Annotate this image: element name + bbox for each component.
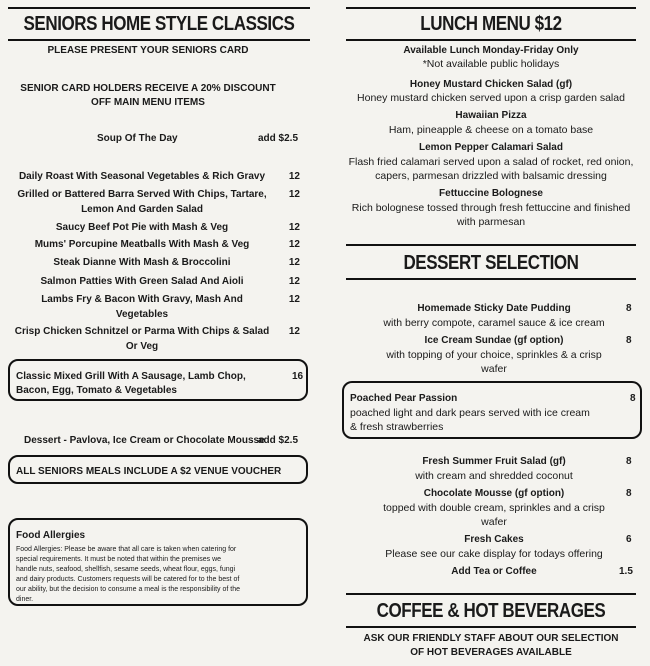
item-name: Crisp Chicken Schnitzel or Parma With Chips & Salad bbox=[14, 326, 270, 337]
coffee-line-1: ASK OUR FRIENDLY STAFF ABOUT OUR SELECTION bbox=[363, 633, 619, 644]
menu-item bbox=[8, 275, 300, 288]
item-name: Salmon Patties With Green Salad And Aioli bbox=[40, 276, 244, 287]
dessert-addon-price: add $2.5 bbox=[258, 435, 299, 446]
coffee-title: COFFEE & HOT BEVERAGES bbox=[376, 600, 606, 622]
allergy-line: our ability, but the decision to consume a meal is the responsibility of the bbox=[16, 586, 240, 593]
lunch-item-desc: Flash fried calamari served upon a salad of rocket, red onion, bbox=[348, 156, 634, 168]
allergy-line: and dairy products. Customers requests will be catered for to the best of bbox=[16, 576, 240, 583]
dessert-item-name: Fresh Summer Fruit Salad (gf) bbox=[422, 456, 566, 467]
voucher-text: ALL SENIORS MEALS INCLUDE A $2 VENUE VOUCHER bbox=[16, 466, 282, 477]
lunch-title: LUNCH MENU $12 bbox=[420, 13, 562, 35]
menu-item bbox=[8, 256, 300, 269]
tea-coffee-addon: Add Tea or Coffee bbox=[451, 566, 537, 577]
allergy-line: special requirements. It must be noted that within the premises we bbox=[16, 556, 222, 563]
grill-line-1: Classic Mixed Grill With A Sausage, Lamb Chop, bbox=[16, 371, 246, 382]
tea-coffee-price: 1.5 bbox=[619, 566, 633, 577]
menu-item bbox=[8, 188, 300, 216]
lunch-item-desc: capers, parmesan drizzled with balsamic dressing bbox=[375, 170, 607, 182]
dessert-item-name: Homemade Sticky Date Pudding bbox=[417, 303, 571, 314]
pear-desc-2: & fresh strawberries bbox=[350, 421, 444, 433]
dessert-item-price: 8 bbox=[626, 456, 632, 467]
lunch-item-desc: Ham, pineapple & cheese on a tomato base bbox=[388, 124, 594, 136]
lunch-item-name: Lemon Pepper Calamari Salad bbox=[419, 142, 563, 153]
item-price: 12 bbox=[288, 189, 300, 200]
lunch-not-available: *Not available public holidays bbox=[422, 58, 560, 70]
item-name: Daily Roast With Seasonal Vegetables & Rich Gravy bbox=[18, 171, 266, 182]
lunch-item-name: Hawaiian Pizza bbox=[455, 110, 527, 121]
menu-item bbox=[8, 325, 300, 353]
soup-of-the-day: Soup Of The Day bbox=[97, 133, 178, 144]
item-price: 12 bbox=[288, 326, 300, 337]
item-name-2: Lemon And Garden Salad bbox=[81, 204, 203, 215]
dessert-item-desc: with cream and shredded coconut bbox=[415, 470, 573, 482]
item-name-2: Or Veg bbox=[125, 341, 159, 352]
dessert-item-price: 8 bbox=[626, 488, 632, 499]
menu-item bbox=[8, 170, 300, 183]
coffee-line-2: OF HOT BEVERAGES AVAILABLE bbox=[410, 647, 572, 658]
dessert-item-desc: with topping of your choice, sprinkles & a crisp bbox=[386, 349, 602, 361]
grill-line-2: Bacon, Egg, Tomato & Vegetables bbox=[16, 385, 177, 396]
divider bbox=[8, 39, 310, 41]
lunch-item-desc: Honey mustard chicken served upon a crisp garden salad bbox=[357, 92, 625, 104]
item-price: 12 bbox=[288, 239, 300, 250]
item-name-2: Vegetables bbox=[115, 309, 169, 320]
menu-item bbox=[8, 293, 300, 321]
poached-pear-box bbox=[342, 381, 642, 439]
pear-desc-1: poached light and dark pears served with ice cream bbox=[350, 407, 590, 419]
lunch-item-desc: with parmesan bbox=[456, 216, 526, 228]
item-name: Saucy Beef Pot Pie with Mash & Veg bbox=[55, 222, 229, 233]
item-price: 12 bbox=[288, 294, 300, 305]
lunch-item-name: Fettuccine Bolognese bbox=[439, 188, 543, 199]
lunch-item-desc: Rich bolognese tossed through fresh fettuccine and finished bbox=[351, 202, 631, 214]
seniors-title: SENIORS HOME STYLE CLASSICS bbox=[23, 13, 295, 35]
divider bbox=[346, 626, 636, 628]
item-price: 12 bbox=[288, 276, 300, 287]
item-name: Lambs Fry & Bacon With Gravy, Mash And bbox=[41, 294, 243, 305]
item-price: 12 bbox=[288, 257, 300, 268]
divider bbox=[346, 7, 636, 9]
menu-item bbox=[8, 221, 300, 234]
dessert-item-price: 8 bbox=[626, 335, 632, 346]
food-allergies-box bbox=[8, 518, 308, 606]
allergy-line: Food Allergies: Please be aware that all care is taken when catering for bbox=[16, 546, 237, 553]
lunch-item-name: Honey Mustard Chicken Salad (gf) bbox=[409, 79, 573, 90]
dessert-title: DESSERT SELECTION bbox=[403, 252, 579, 274]
item-name: Steak Dianne With Mash & Broccolini bbox=[53, 257, 231, 268]
voucher-box bbox=[8, 455, 308, 484]
dessert-item-name: Ice Cream Sundae (gf option) bbox=[424, 335, 564, 346]
item-name: Mums' Porcupine Meatballs With Mash & Veg bbox=[34, 239, 250, 250]
dessert-item-desc: wafer bbox=[481, 363, 507, 375]
allergy-title: Food Allergies bbox=[16, 530, 86, 541]
dessert-item-desc: topped with double cream, sprinkles and a crisp bbox=[383, 502, 605, 514]
menu-item bbox=[8, 238, 300, 251]
dessert-item-desc: wafer bbox=[481, 516, 507, 528]
discount-line-2: OFF MAIN MENU ITEMS bbox=[91, 97, 205, 108]
discount-line-1: SENIOR CARD HOLDERS RECEIVE A 20% DISCOUNT bbox=[20, 83, 276, 94]
lunch-available: Available Lunch Monday-Friday Only bbox=[403, 45, 579, 56]
item-name: Grilled or Battered Barra Served With Chips, Tartare, bbox=[17, 189, 267, 200]
divider bbox=[8, 7, 310, 9]
divider bbox=[346, 39, 636, 41]
allergy-text bbox=[16, 545, 240, 605]
dessert-item-desc: with berry compote, caramel sauce & ice cream bbox=[383, 317, 605, 329]
item-price: 12 bbox=[288, 171, 300, 182]
pear-name: Poached Pear Passion bbox=[350, 393, 458, 404]
dessert-item-name: Chocolate Mousse (gf option) bbox=[423, 488, 565, 499]
present-card-text: PLEASE PRESENT YOUR SENIORS CARD bbox=[47, 45, 249, 56]
dessert-item-name: Fresh Cakes bbox=[464, 534, 524, 545]
divider bbox=[346, 278, 636, 280]
dessert-item-price: 8 bbox=[626, 303, 632, 314]
mixed-grill-box bbox=[8, 359, 308, 401]
allergy-line: handle nuts, seafood, shellfish, sesame seeds, wheat flour, eggs, fungi bbox=[16, 566, 236, 573]
divider bbox=[346, 593, 636, 595]
dessert-item-price: 6 bbox=[626, 534, 632, 545]
dessert-addon: Dessert - Pavlova, Ice Cream or Chocolate Mousse bbox=[24, 435, 265, 446]
pear-price: 8 bbox=[630, 393, 636, 404]
soup-price: add $2.5 bbox=[258, 133, 299, 144]
divider bbox=[346, 244, 636, 246]
item-price: 12 bbox=[288, 222, 300, 233]
dessert-item-desc: Please see our cake display for todays offering bbox=[385, 548, 603, 560]
allergy-line: diner. bbox=[16, 596, 34, 603]
grill-price: 16 bbox=[292, 371, 304, 382]
